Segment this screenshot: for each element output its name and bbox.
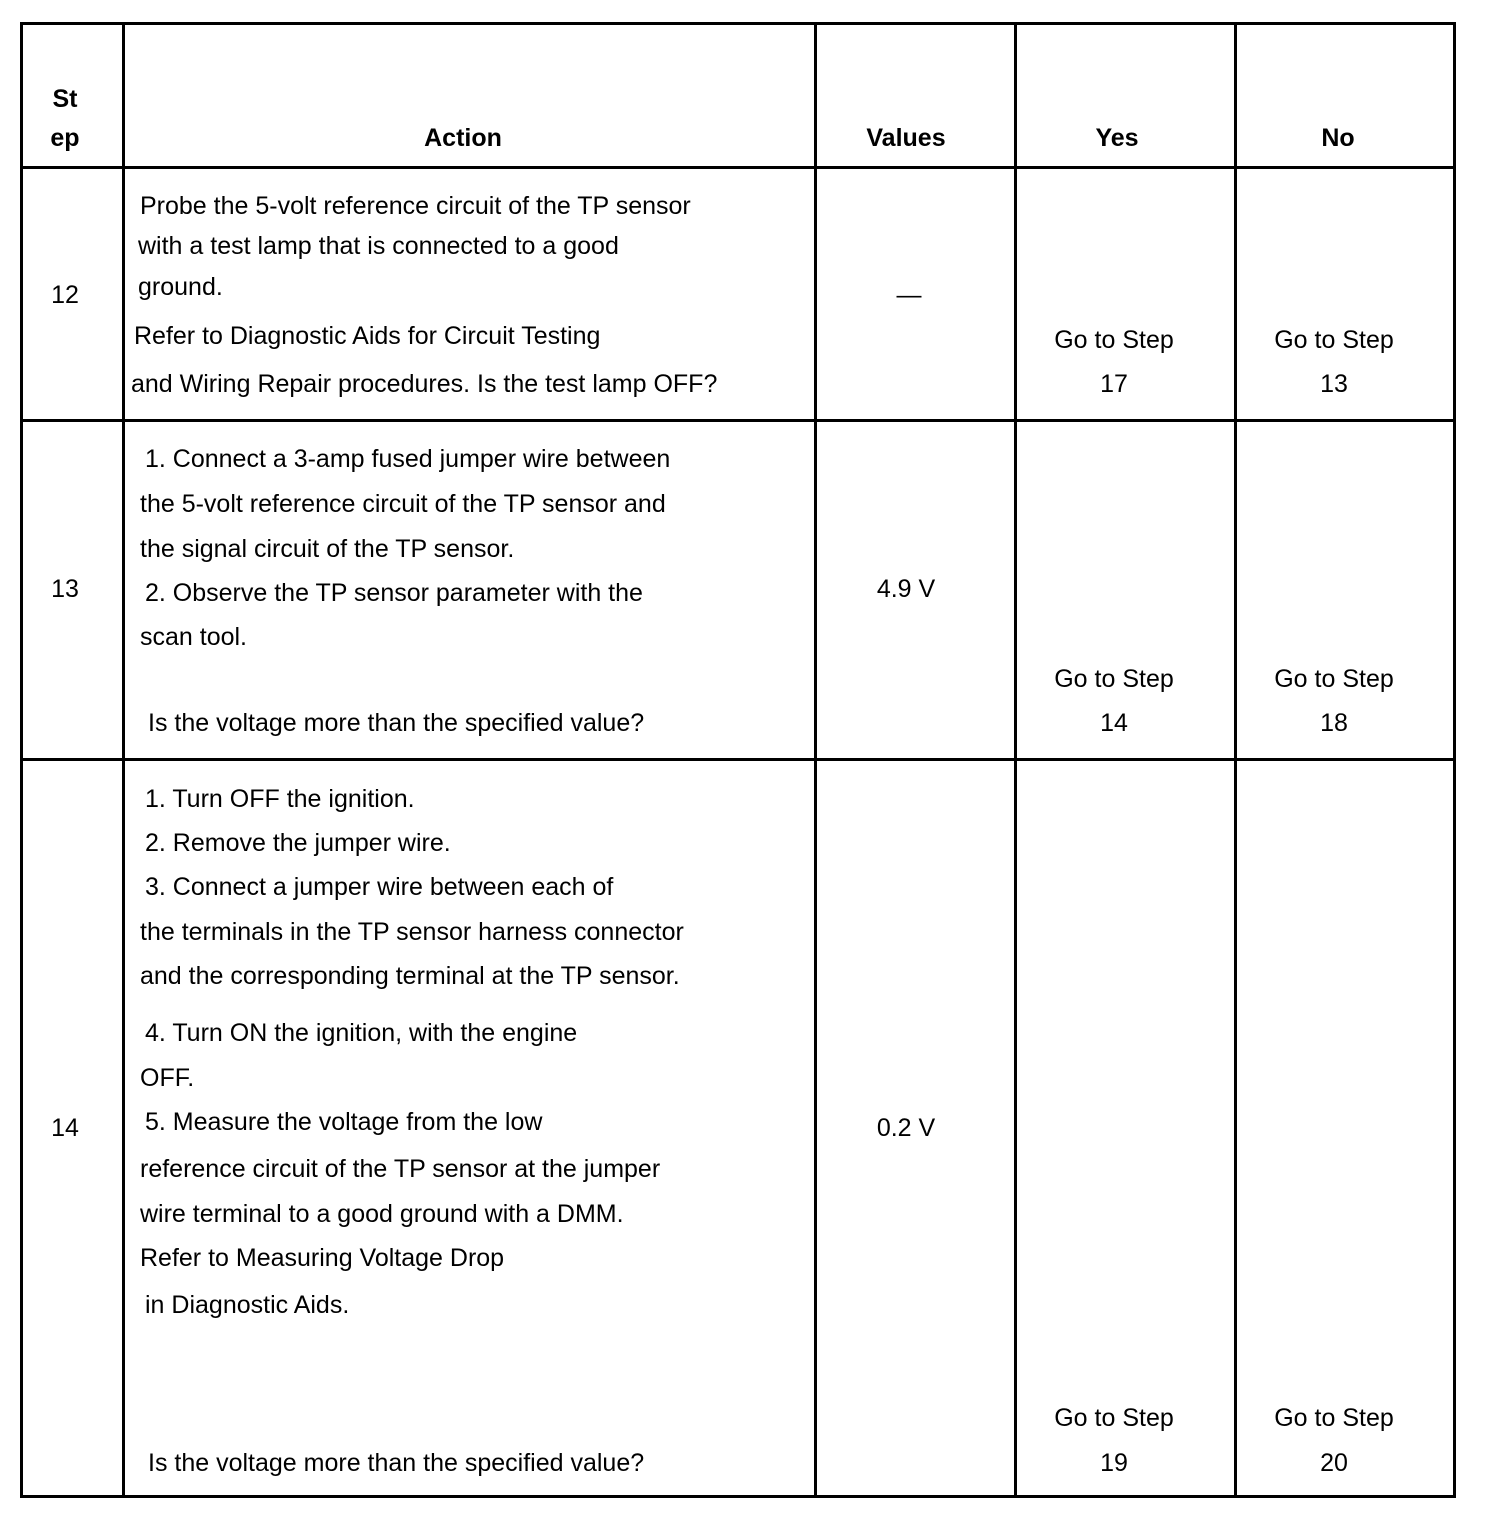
action-line: Refer to Measuring Voltage Drop — [140, 1244, 505, 1272]
yes-step-link: 17 — [1100, 370, 1128, 398]
row-divider — [23, 758, 1453, 761]
action-line: Probe the 5-volt reference circuit of the TP sensor — [140, 192, 691, 220]
yes-step-link: 14 — [1100, 709, 1128, 737]
no-go-to-label: Go to Step — [1274, 665, 1394, 693]
action-line: 1. Turn OFF the ignition. — [145, 785, 415, 813]
action-line: with a test lamp that is connected to a good — [138, 232, 619, 260]
yes-go-to-label: Go to Step — [1054, 326, 1174, 354]
action-line: the signal circuit of the TP sensor. — [140, 535, 515, 563]
yes-step-link: 19 — [1100, 1449, 1128, 1477]
action-line: ground. — [138, 273, 223, 301]
action-line: and Wiring Repair procedures. Is the test lamp OFF? — [131, 370, 718, 398]
action-line: Refer to Diagnostic Aids for Circuit Testing — [134, 322, 601, 350]
yes-go-to-label: Go to Step — [1054, 665, 1174, 693]
value-cell: 0.2 V — [876, 1114, 936, 1142]
yes-go-to-label: Go to Step — [1054, 1404, 1174, 1432]
step-number: 12 — [51, 281, 79, 309]
no-step-link: 13 — [1320, 370, 1348, 398]
header-step-line1: St — [52, 85, 78, 113]
no-step-link: 18 — [1320, 709, 1348, 737]
no-go-to-label: Go to Step — [1274, 326, 1394, 354]
header-values: Values — [866, 124, 946, 152]
value-cell: — — [896, 281, 922, 309]
row-divider — [23, 166, 1453, 169]
header-action: Action — [424, 124, 502, 152]
action-line: scan tool. — [140, 623, 248, 651]
action-line: 2. Observe the TP sensor parameter with the — [145, 579, 643, 607]
value-cell: 4.9 V — [876, 575, 936, 603]
action-line: OFF. — [140, 1064, 195, 1092]
action-line: 4. Turn ON the ignition, with the engine — [145, 1019, 578, 1047]
action-line: reference circuit of the TP sensor at the jumper — [140, 1155, 661, 1183]
action-line: the 5-volt reference circuit of the TP sensor and — [140, 490, 666, 518]
no-go-to-label: Go to Step — [1274, 1404, 1394, 1432]
no-step-link: 20 — [1320, 1449, 1348, 1477]
header-no: No — [1321, 124, 1355, 152]
action-line: the terminals in the TP sensor harness connector — [140, 918, 684, 946]
step-number: 14 — [51, 1114, 79, 1142]
action-line: wire terminal to a good ground with a DMM. — [140, 1200, 624, 1228]
action-line: in Diagnostic Aids. — [145, 1291, 350, 1319]
action-line: 5. Measure the voltage from the low — [145, 1108, 543, 1136]
step-number: 13 — [51, 575, 79, 603]
action-line: 2. Remove the jumper wire. — [145, 829, 451, 857]
action-line: 3. Connect a jumper wire between each of — [145, 873, 614, 901]
action-question: Is the voltage more than the specified value? — [148, 709, 645, 737]
row-divider — [23, 419, 1453, 422]
action-question: Is the voltage more than the specified value? — [148, 1449, 645, 1477]
header-yes: Yes — [1095, 124, 1139, 152]
header-step-line2: ep — [50, 124, 80, 152]
action-line: 1. Connect a 3-amp fused jumper wire between — [145, 445, 671, 473]
action-line: and the corresponding terminal at the TP sensor. — [140, 962, 680, 990]
